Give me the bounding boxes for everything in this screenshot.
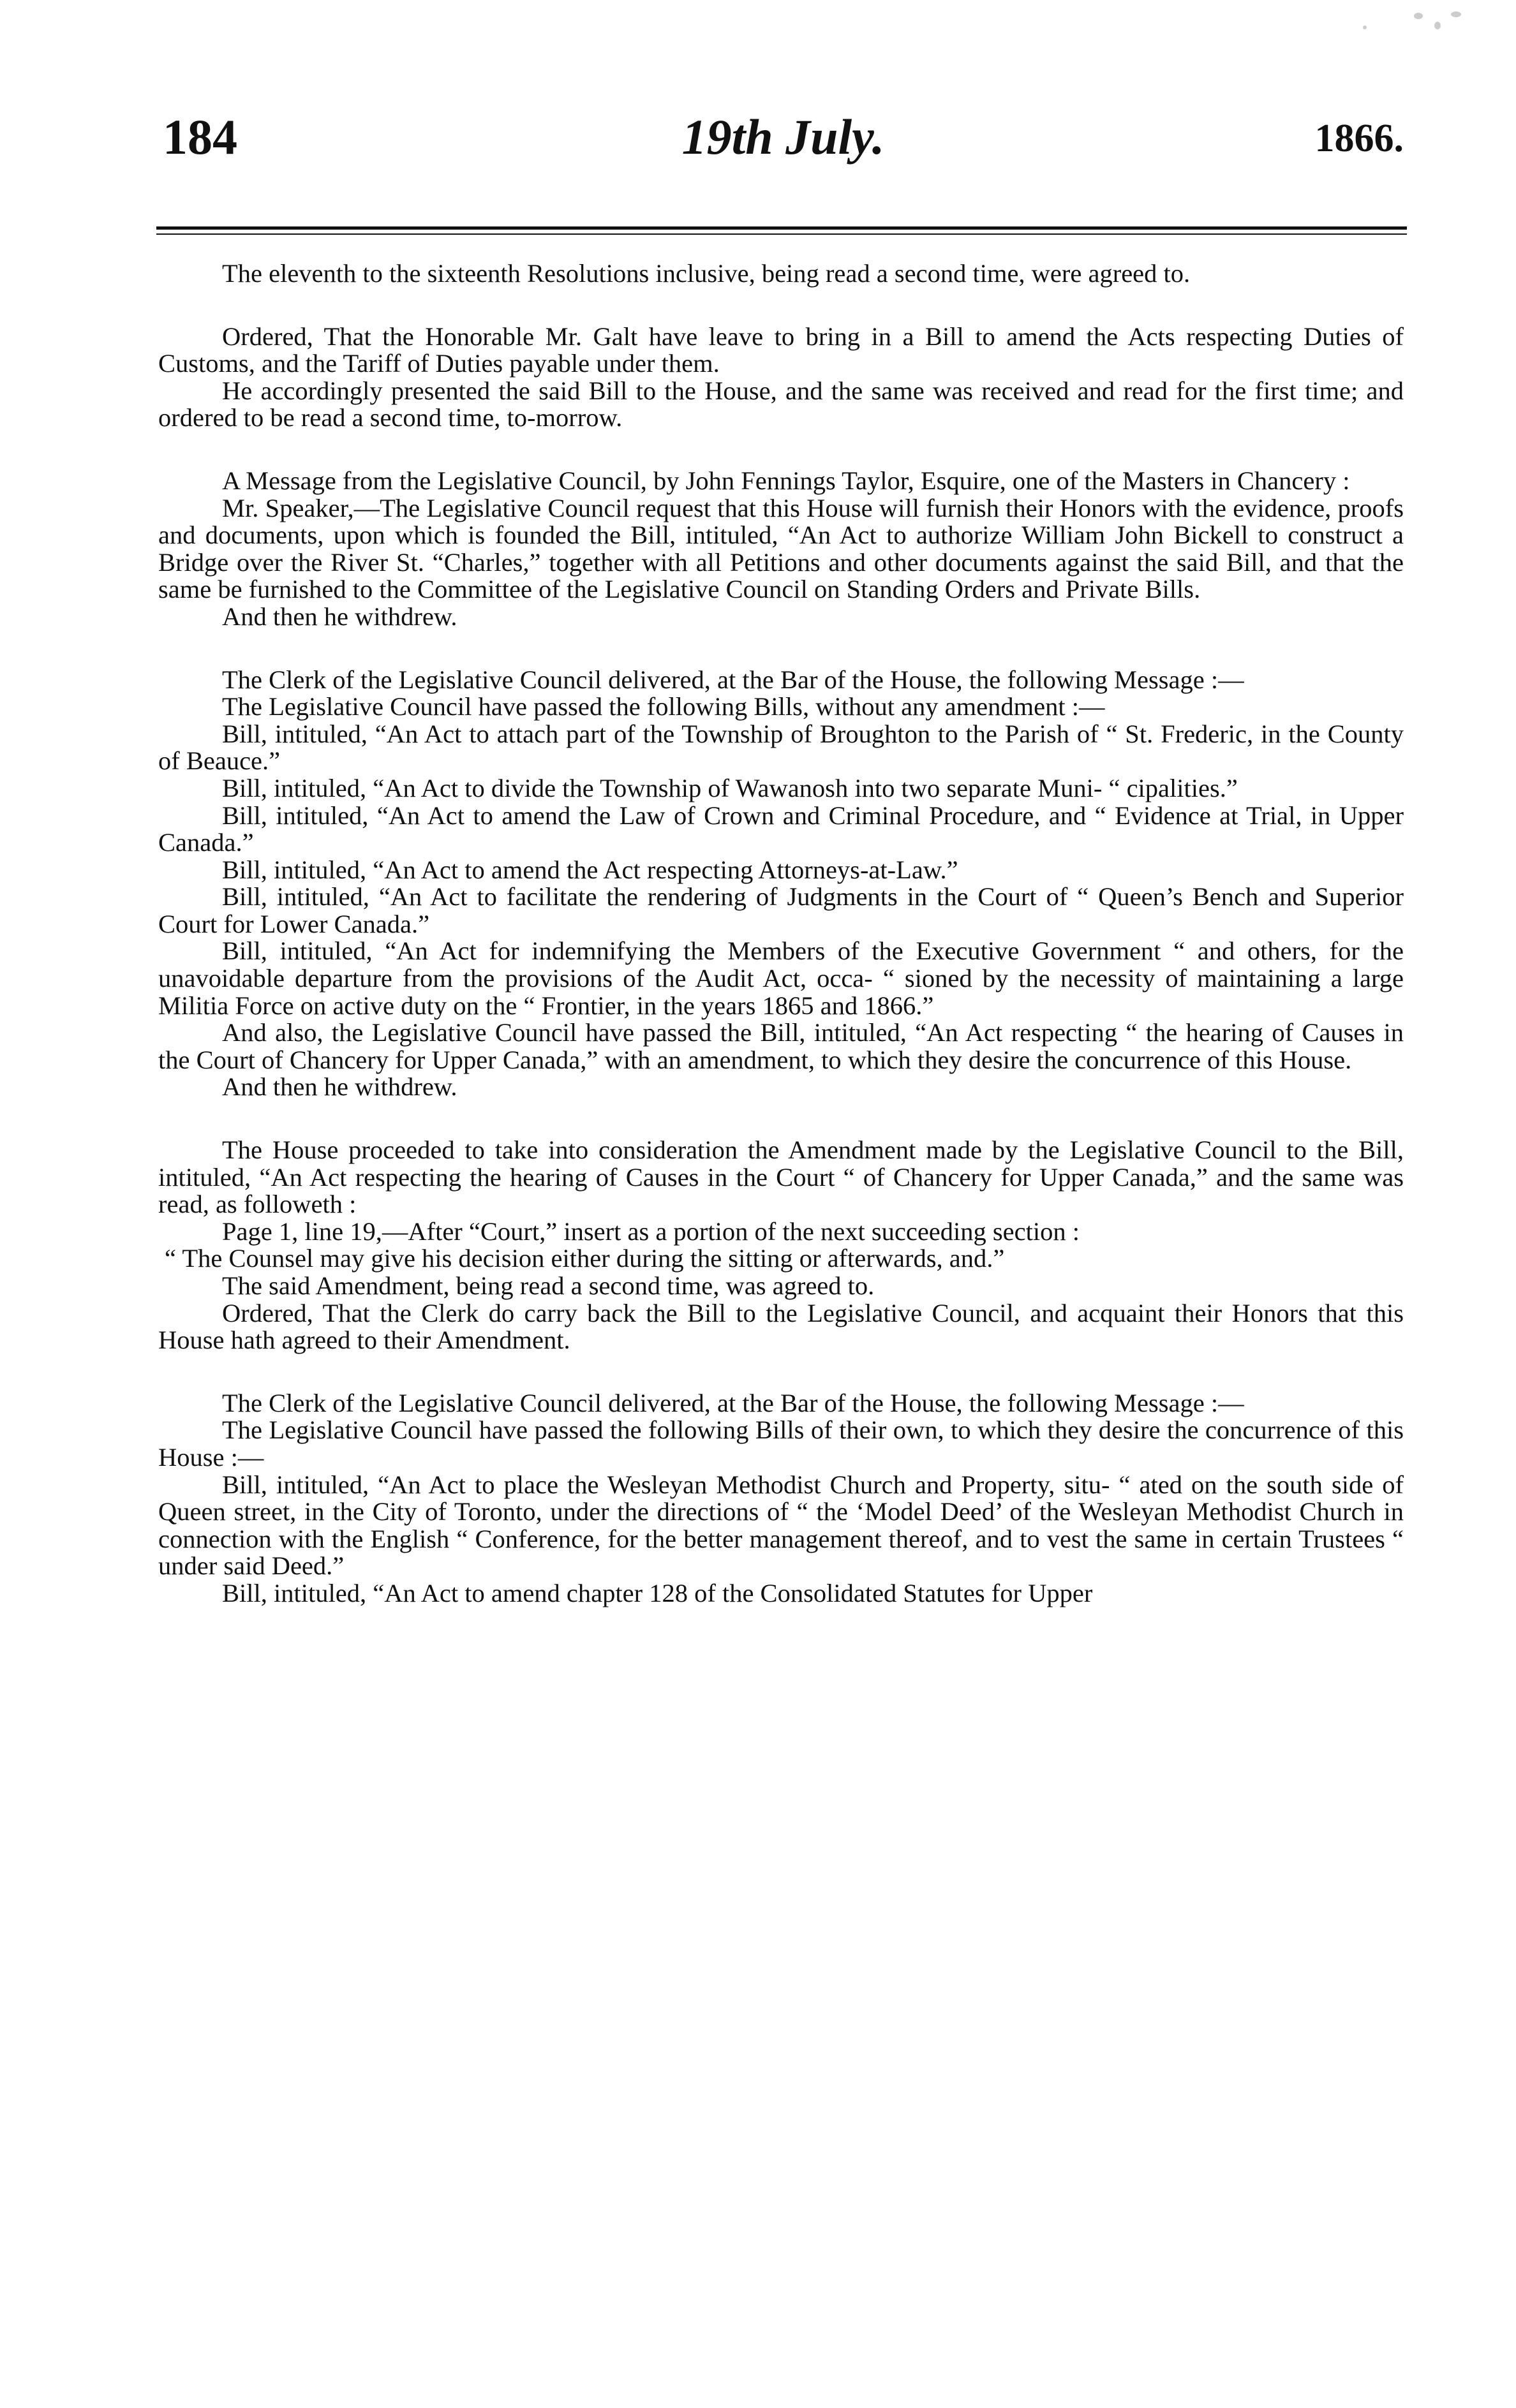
paragraph: Bill, intituled, “An Act for indemnifying the Members of the Executive Government “ and others, for the unavoidable departure from the provisions of the Audit Act, occa- “ sioned by the necessity of maintaining a large Militia Force on active duty on the “ Frontier, in the years 1865 and 1866.”	[158, 936, 1404, 1020]
paragraph: Bill, intituled, “An Act to amend the Law of Crown and Criminal Procedure, and “ Evidence at Trial, in Upper Canada.”	[158, 801, 1404, 857]
paragraph: The Legislative Council have passed the following Bills of their own, to which they desire the concurrence of this House :—	[158, 1415, 1404, 1472]
paragraph: The Clerk of the Legislative Council delivered, at the Bar of the House, the following Message :—	[222, 665, 1244, 694]
paragraph: The Clerk of the Legislative Council delivered, at the Bar of the House, the following Message :—	[222, 1388, 1244, 1417]
paragraph: The Legislative Council have passed the following Bills, without any amendment :—	[222, 692, 1105, 721]
page-header	[163, 108, 1404, 179]
paragraph: Ordered, That the Clerk do carry back the Bill to the Legislative Council, and acquaint their Honors that this House hath agreed to their Amendment.	[158, 1298, 1404, 1355]
header-date: 19th July.	[681, 109, 885, 165]
paragraph: Page 1, line 19,—After “Court,” insert as a portion of the next succeeding section :	[222, 1216, 1080, 1246]
document-body	[158, 260, 1404, 1607]
paragraph: Bill, intituled, “An Act to facilitate the rendering of Judgments in the Court of “ Queen’s Bench and Superior Court for Lower Canada.”	[158, 882, 1404, 938]
paragraph: He accordingly presented the said Bill to the House, and the same was received and read for the first time; and ordered to be read a second time, to-morrow.	[158, 376, 1404, 432]
page-number: 184	[163, 109, 237, 165]
paragraph: And also, the Legislative Council have passed the Bill, intituled, “An Act respecting “ the hearing of Causes in the Court of Chancery for Upper Canada,” with an amendment, to which they desire the concurrence of this House.	[158, 1018, 1404, 1074]
paragraph: And then he withdrew.	[222, 602, 457, 631]
paragraph: Bill, intituled, “An Act to divide the Township of Wawanosh into two separate Muni- “ cipalities.”	[222, 773, 1238, 802]
paragraph: Mr. Speaker,—The Legislative Council request that this House will furnish their Honors with the evidence, proofs and documents, upon which is founded the Bill, intituled, “An Act to authorize William John Bickell to construct a Bridge over the River St. “Charles,” together with all Petitions and other documents against the said Bill, and that the same be furnished to the Committee of the Legislative Council on Standing Orders and Private Bills.	[158, 493, 1404, 604]
paragraph: “ The Counsel may give his decision either during the sitting or afterwards, and.”	[165, 1244, 1005, 1273]
header-year: 1866.	[1314, 117, 1404, 160]
paragraph: Ordered, That the Honorable Mr. Galt have leave to bring in a Bill to amend the Acts respecting Duties of Customs, and the Tariff of Duties payable under them.	[158, 321, 1404, 378]
paragraph: Bill, intituled, “An Act to place the Wesleyan Methodist Church and Property, situ- “ ated on the south side of Queen street, in the City of Toronto, under the directions of “ the ‘Model Deed’ of the Wesleyan Methodist Church in connection with the English “ Conference, for the better management thereof, and to vest the same in certain Trustees “ under said Deed.”	[158, 1470, 1404, 1581]
page-stain	[1286, 0, 1478, 83]
paragraph: The House proceeded to take into consideration the Amendment made by the Legislative Council to the Bill, intituled, “An Act respecting the hearing of Causes in the Court “ of Chancery for Upper Canada,” and the same was read, as followeth :	[158, 1135, 1404, 1219]
paragraph: And then he withdrew.	[222, 1072, 457, 1102]
paragraph: Bill, intituled, “An Act to amend chapter 128 of the Consolidated Statutes for Upper	[222, 1578, 1093, 1607]
paragraph: A Message from the Legislative Council, by John Fennings Taylor, Esquire, one of the Masters in Chancery :	[222, 466, 1350, 495]
paragraph: The eleventh to the sixteenth Resolutions inclusive, being read a second time, were agreed to.	[222, 259, 1191, 288]
paragraph: Bill, intituled, “An Act to attach part of the Township of Broughton to the Parish of “ St. Frederic, in the County of Beauce.”	[158, 719, 1404, 776]
header-rule-thick	[156, 226, 1407, 230]
header-rule-thin	[156, 233, 1407, 235]
paragraph: Bill, intituled, “An Act to amend the Act respecting Attorneys-at-Law.”	[222, 855, 958, 884]
paragraph: The said Amendment, being read a second time, was agreed to.	[222, 1271, 875, 1300]
